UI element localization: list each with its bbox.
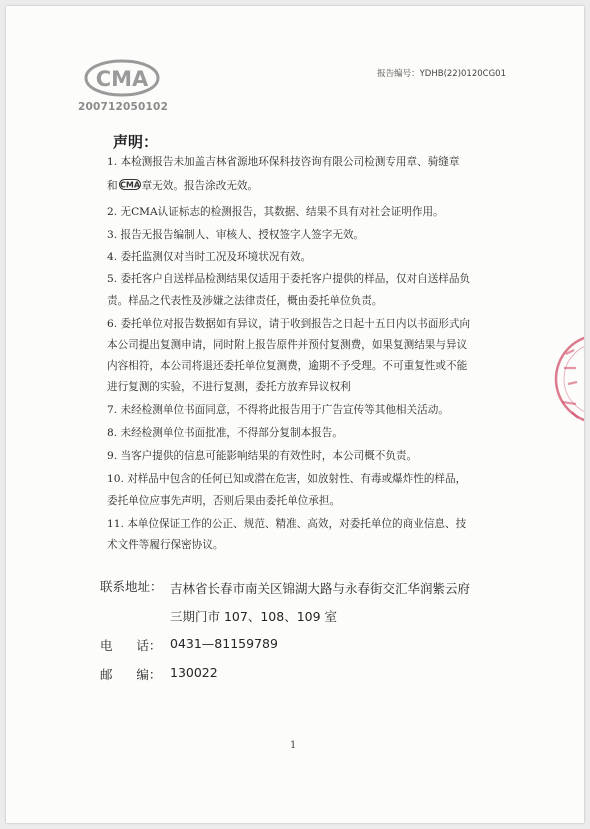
declaration-item-3: 3. 报告无报告编制人、审核人、授权签字人签字无效。 xyxy=(107,229,365,241)
declaration-item-2: 2. 无CMA认证标志的检测报告，其数据、结果不具有对社会证明作用。 xyxy=(107,206,444,218)
declaration-item-5-line-1: 5. 委托客户自送样品检测结果仅适用于委托客户提供的样品，仅对自送样品负 xyxy=(107,273,471,285)
declaration-title: 声明： xyxy=(113,133,159,151)
declaration-item-7: 7. 未经检测单位书面同意，不得将此报告用于广告宣传等其他相关活动。 xyxy=(107,404,449,416)
report-number: 报告编号：YDHB(22)0120CG01 xyxy=(377,69,506,79)
phone-label: 电 话： xyxy=(100,638,162,653)
declaration-item-5-line-2: 责。样品之代表性及涉嫌之法律责任，概由委托单位负责。 xyxy=(107,295,383,307)
postcode-value: 130022 xyxy=(170,665,218,680)
declaration-item-1-prefix: 和 xyxy=(107,180,118,192)
declaration-item-6-line-2: 本公司提出复测申请，同时附上报告原件并预付复测费，如果复测结果与异议 xyxy=(107,339,468,351)
declaration-item-9: 9. 当客户提供的信息可能影响结果的有效性时，本公司概不负责。 xyxy=(107,450,418,462)
declaration-item-8: 8. 未经检测单位书面批准，不得部分复制本报告。 xyxy=(107,427,343,439)
declaration-item-6-line-4: 进行复测的实验，不进行复测，委托方放弃异议权利 xyxy=(107,381,351,393)
inline-cma-icon xyxy=(119,179,141,190)
declaration-item-11-line-1: 11. 本单位保证工作的公正、规范、精准、高效，对委托单位的商业信息、技 xyxy=(107,518,467,530)
cma-certificate-code: 200712050102 xyxy=(78,101,169,113)
page-number: 1 xyxy=(290,740,297,751)
address-line-1: 吉林省长春市南关区锦湖大路与永春街交汇华润紫云府 xyxy=(170,581,471,596)
declaration-item-1-line-1: 1. 本检测报告未加盖吉林省源地环保科技咨询有限公司检测专用章、骑缝章 xyxy=(107,156,460,168)
svg-text:CMA: CMA xyxy=(119,180,140,190)
red-seal-stamp-fragment xyxy=(554,324,584,434)
declaration-item-11-line-2: 术文件等履行保密协议。 xyxy=(107,539,224,551)
declaration-item-10-line-2: 委托单位应事先声明，否则后果由委托单位承担。 xyxy=(107,495,341,507)
declaration-item-6-line-1: 6. 委托单位对报告数据如有异议，请于收到报告之日起十五日内以书面形式向 xyxy=(107,318,471,330)
postcode-label: 邮 编： xyxy=(100,667,162,682)
cma-logo-icon xyxy=(82,58,162,98)
declaration-item-4: 4. 委托监测仅对当时工况及环境状况有效。 xyxy=(107,251,312,263)
cma-logo-text: CMA xyxy=(95,67,149,91)
declaration-item-6-line-3: 内容相符，本公司将退还委托单位复测费，逾期不予受理。不可重复性或不能 xyxy=(107,360,468,372)
document-page xyxy=(6,6,584,823)
address-label: 联系地址： xyxy=(100,579,163,594)
address-line-2: 三期门市 107、108、109 室 xyxy=(170,609,338,624)
declaration-item-1-line-2 xyxy=(107,179,258,193)
declaration-item-10-line-1: 10. 对样品中包含的任何已知或潜在危害，如放射性、有毒或爆炸性的样品， xyxy=(107,473,467,485)
declaration-item-1-suffix: 章无效。报告涂改无效。 xyxy=(141,180,259,192)
phone-number: 0431—81159789 xyxy=(170,636,278,651)
